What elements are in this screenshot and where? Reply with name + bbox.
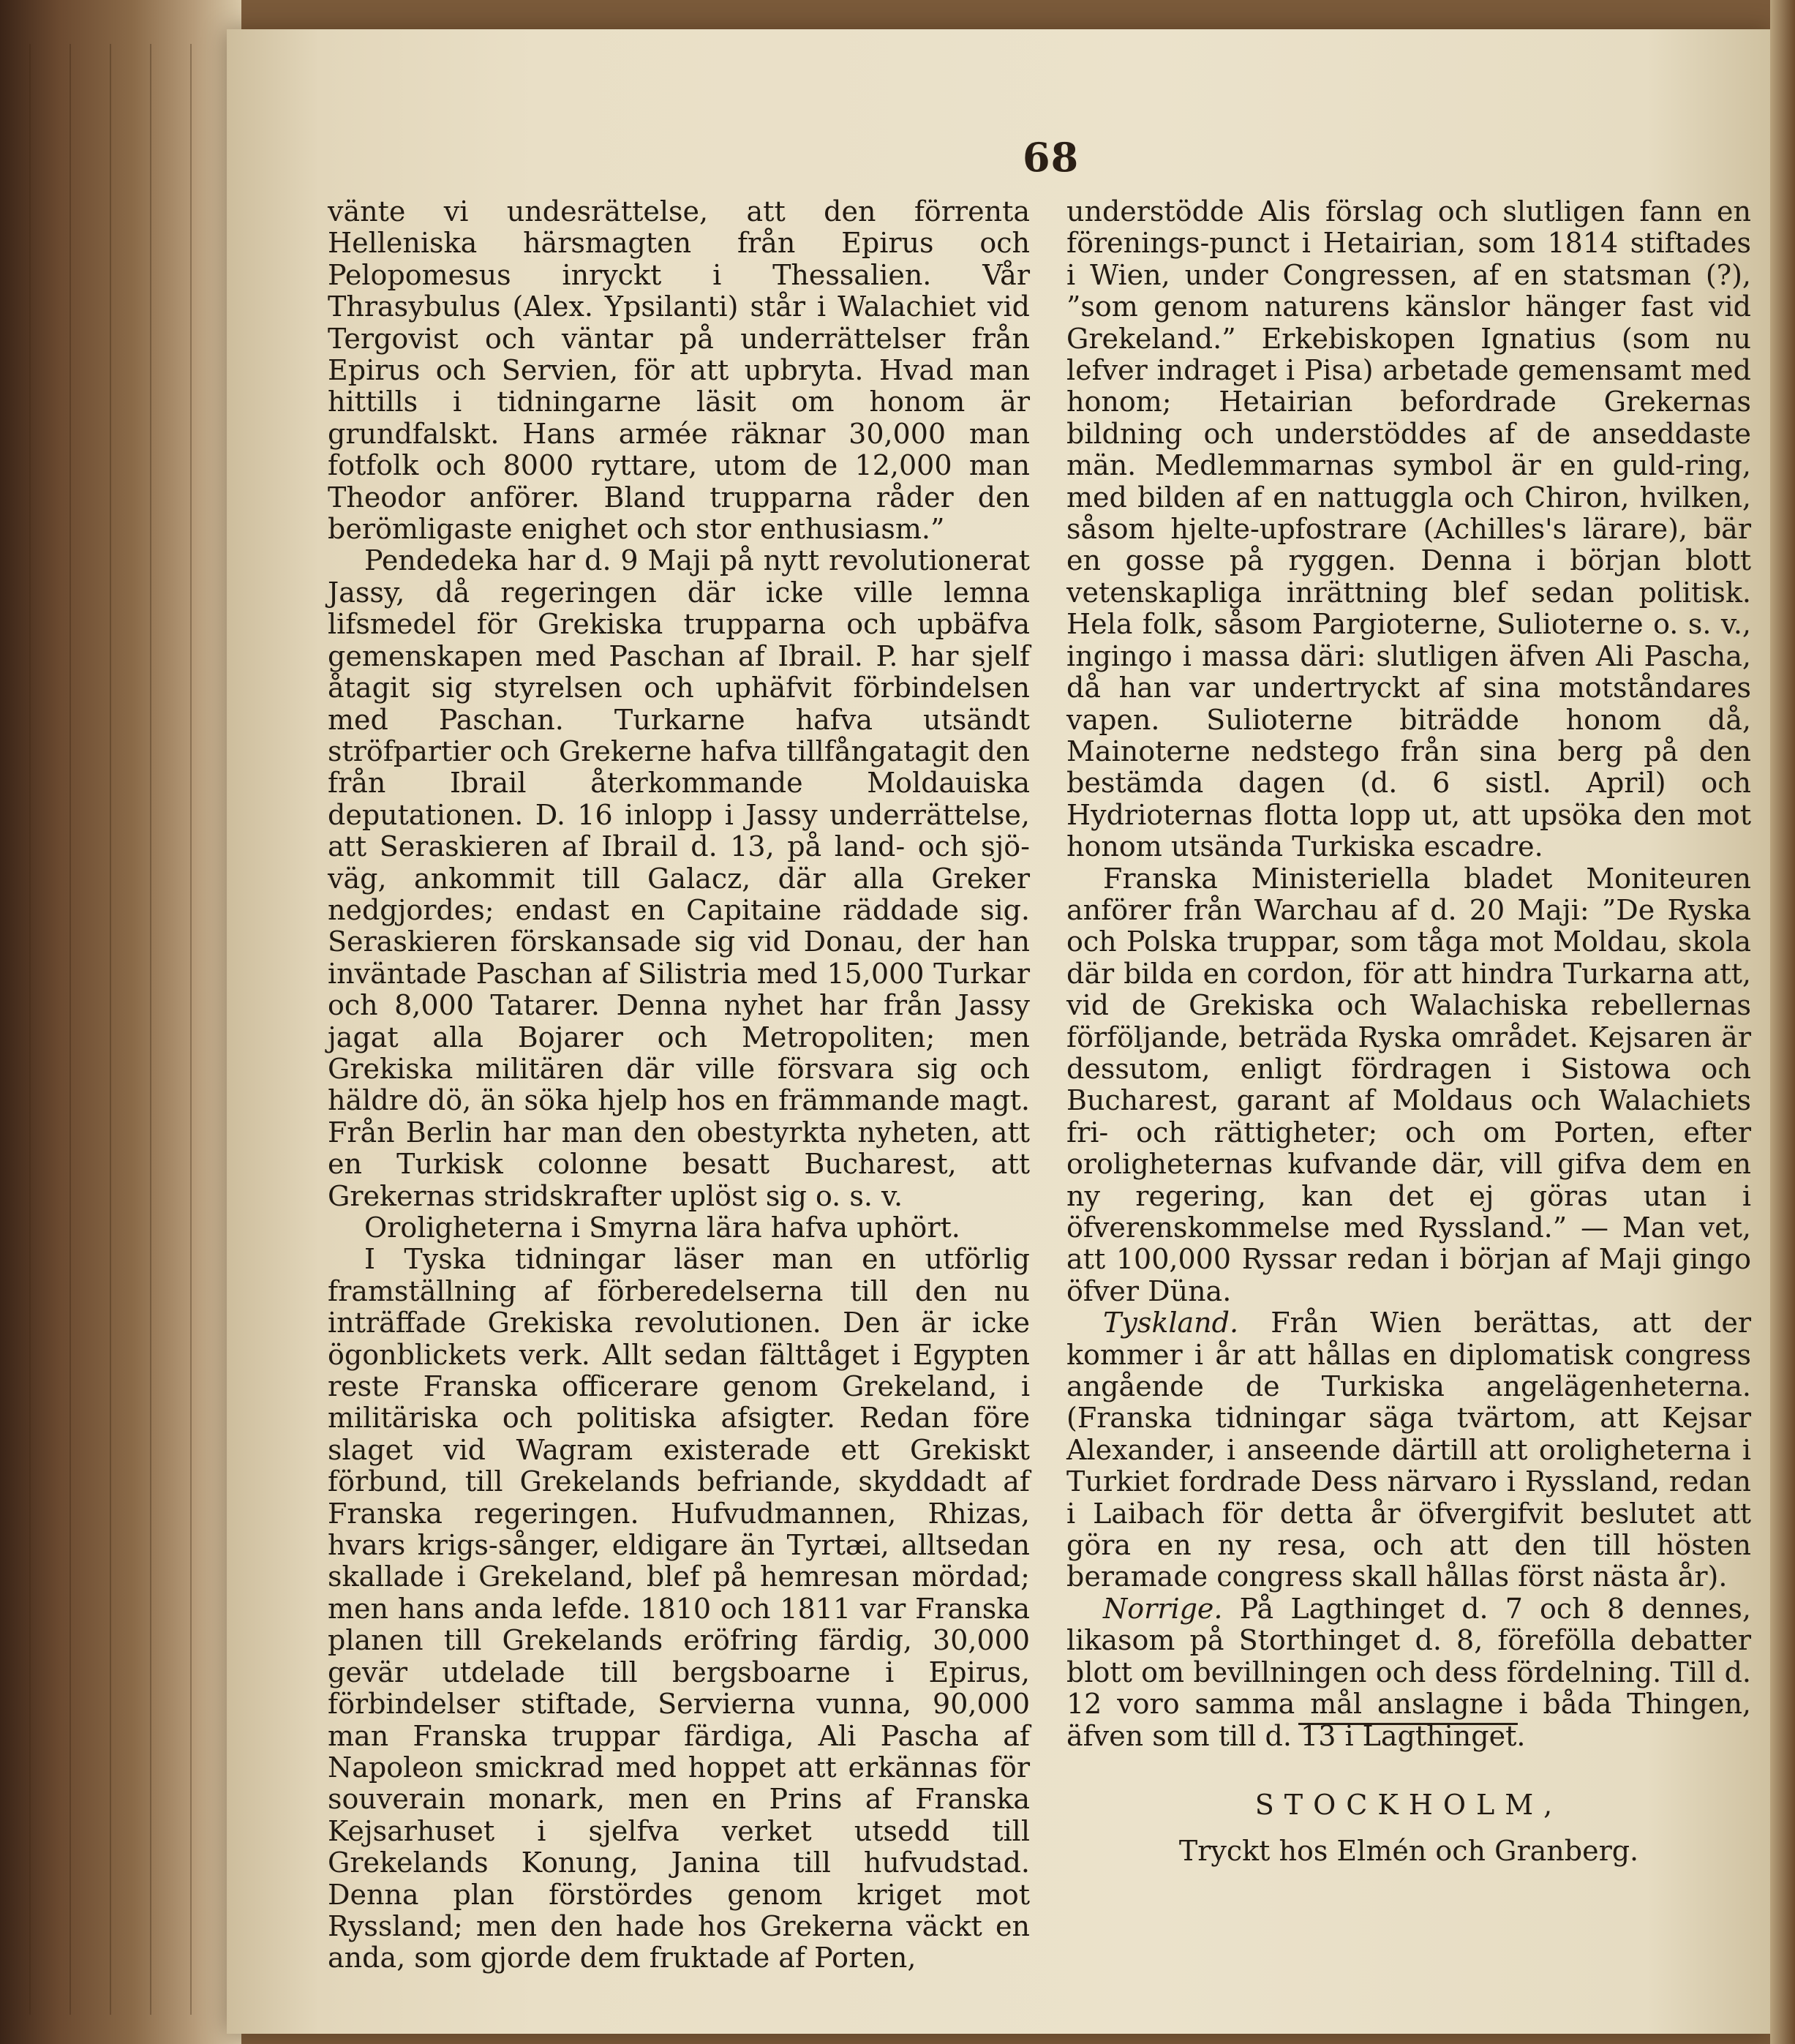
section-text: Från Wien berättas, att der kommer i år att hållas en diplomatisk congress angående de Turkiska angelägenheterna. (Franska tidningar säga tvärtom, att Kejsar Alexander, i anseende därtill att oroligheterna i Turkiet fordrade Dess närvaro i Ryssland, redan i Laibach för detta år öfvergifvit beslutet att göra en ny resa, och att den till hösten beramade congress skall hållas först nästa år). <box>1066 1307 1751 1593</box>
left-column <box>328 196 1030 1975</box>
book-page-stack <box>0 0 241 2044</box>
country-heading: Tyskland. <box>1103 1307 1239 1340</box>
paragraph: I Tyska tidningar läser man en utförlig framställning af förberedelserna till den nu inträffade Grekiska revolutionen. Den är icke ögonblickets verk. Allt sedan fälttåget i Egypten reste Franska officerare genom Grekeland, i militäriska och politiska afsigter. Redan före slaget vid Wagram existerade ett Grekiskt förbund, till Grekelands befriande, skyddadt af Franska regeringen. Hufvudmannen, Rhizas, hvars krigs-sånger, eldigare än Tyrtæi, alltsedan skallade i Grekeland, blef på hemresan mördad; men hans anda lefde. 1810 och 1811 var Franska planen till Grekelands eröfring färdig, 30,000 gevär utdelade till bergsboarne i Epirus, förbindelser stiftade, Servierna vunna, 90,000 man Franska truppar färdiga, Ali Pascha af Napoleon smickrad med hoppet att erkännas för souverain monark, men en Prins af Franska Kejsarhuset i sjelfva verket utsedd till Grekelands Konung, Janina till hufvudstad. Denna plan förstördes genom kriget mot Ryssland; men den hade hos Grekerna väckt en anda, som gjorde dem fruktade af Porten, <box>328 1243 1030 1975</box>
news-section-tyskland <box>1066 1307 1751 1593</box>
right-column <box>1066 196 1751 1752</box>
section-divider <box>1298 1723 1518 1725</box>
country-heading: Norrige. <box>1103 1592 1223 1625</box>
paragraph: Pendedeka har d. 9 Maji på nytt revolutionerat Jassy, då regeringen där icke ville lemna lifsmedel för Grekiska trupparna och upbäfva gemenskapen med Paschan af Ibrail. P. har sjelf åtagit sig styrelsen och uphäfvit förbindelsen med Paschan. Turkarne hafva utsändt ströfpartier och Grekerne hafva tillfångatagit den från Ibrail återkommande Moldauiska deputationen. D. 16 inlopp i Jassy underrättelse, att Seraskieren af Ibrail d. 13, på land- och sjö-väg, ankommit till Galacz, där alla Greker nedgjordes; endast en Capitaine räddade sig. Seraskieren förskansade sig vid Donau, der han inväntade Paschan af Silistria med 15,000 Turkar och 8,000 Tatarer. Denna nyhet har från Jassy jagat alla Bojarer och Metropoliten; men Grekiska militären där ville försvara sig och häldre dö, än söka hjelp hos en främmande magt. Från Berlin har man den obestyrkta nyheten, att en Turkisk colonne besatt Bucharest, att Grekernas stridskrafter uplöst sig o. s. v. <box>328 544 1030 1212</box>
section-text: På Lagthinget d. 7 och 8 dennes, likasom på Storthinget d. 8, förefölla debatter blott om bevillningen och dess fördelning. Till d. 12 voro samma mål anslagne i båda Thingen, äfven som till d. 13 i Lagthinget. <box>1066 1592 1751 1752</box>
paragraph: Franska Ministeriella bladet Moniteuren anförer från Warchau af d. 20 Maji: ”De Ryska och Polska truppar, som tåga mot Moldau, skola där bilda en cordon, för att hindra Turkarna att, vid de Grekiska och Walachiska rebellernas förföljande, beträda Ryska området. Kejsaren är dessutom, enligt fördragen i Sistowa och Bucharest, garant af Moldaus och Walachiets fri- och rättigheter; och om Porten, efter oroligheternas kufvande där, vill gifva dem en ny regering, kan det ej göras utan i öfverenskommelse med Ryssland.” — Man vet, att 100,000 Ryssar redan i början af Maji gingo öfver Düna. <box>1066 862 1751 1307</box>
imprint-printer: Tryckt hos Elmén och Granberg. <box>1178 1835 1639 1867</box>
paragraph: understödde Alis förslag och slutligen fann en förenings-punct i Hetairian, som 1814 stiftades i Wien, under Congressen, af en statsman (?), ”som genom naturens känslor hänger fast vid Grekeland.” Erkebiskopen Ignatius (som nu lefver indraget i Pisa) arbetade gemensamt med honom; Hetairian befordrade Grekernas bildning och understöddes af de anseddaste män. Medlemmarnas symbol är en guld-ring, med bilden af en nattuggla och Chiron, hvilken, såsom hjelte-upfostrare (Achilles's lärare), bär en gosse på ryggen. Denna i början blott vetenskapliga inrättning blef sedan politisk. Hela folk, såsom Pargioterne, Sulioterne o. s. v., ingingo i massa däri: slutligen äfven Ali Pascha, då han var undertryckt af sina motståndares vapen. Sulioterne biträdde honom då, Mainoterne nedstego från sina berg på den bestämda dagen (d. 6 sistl. April) och Hydrioternas flotta lopp ut, att upsöka den mot honom utsända Turkiska escadre. <box>1066 195 1751 863</box>
book-right-edge <box>1770 0 1795 2044</box>
paragraph: vänte vi undesrättelse, att den förrenta Helleniska härsmagten från Epirus och Pelopomesus inryckt i Thessalien. Vår Thrasybulus (Alex. Ypsilanti) står i Walachiet vid Tergovist och väntar på underrättelser från Epirus och Servien, för att upbryta. Hvad man hittills i tidningarne läsit om honom är grundfalskt. Hans armée räknar 30,000 man fotfolk och 8000 ryttare, utom de 12,000 man Theodor anförer. Bland trupparna råder den berömligaste enighet och stor enthusiasm.” <box>328 195 1030 546</box>
paragraph: Oroligheterna i Smyrna lära hafva uphört. <box>364 1211 960 1244</box>
news-section-norrige <box>1066 1593 1751 1752</box>
imprint-city: STOCKHOLM, <box>1254 1789 1563 1821</box>
page-number: 68 <box>1023 134 1080 181</box>
